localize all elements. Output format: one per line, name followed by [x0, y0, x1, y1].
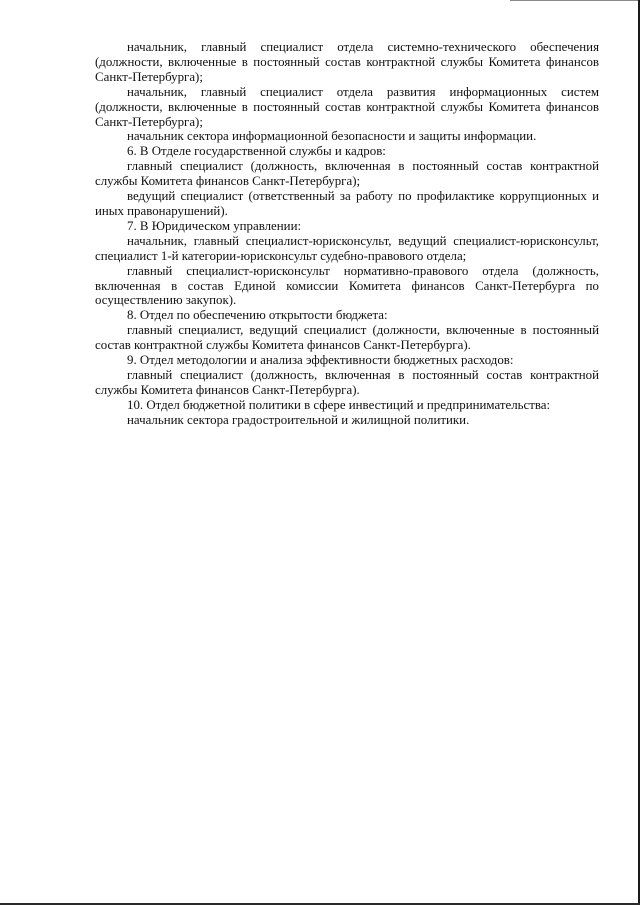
paragraph-infosec-head: начальник сектора информационной безопасности и защиты информации.	[127, 129, 537, 144]
paragraph-judicial-dept-staff: начальник, главный специалист-юрисконсульт, ведущий специалист-юрисконсульт, специалист 1-й категории-юрисконсульт судебно-правового отдела;	[95, 233, 599, 263]
paragraph-it-support-staff: начальник, главный специалист отдела системно-технического обеспечения (должности, включенные в постоянный состав контрактной службы Комитета финансов Санкт-Петербурга);	[95, 40, 599, 84]
scan-edge-top	[510, 0, 640, 1]
paragraph-budget-openness-staff: главный специалист, ведущий специалист (должности, включенные в постоянный состав контрактной службы Комитета финансов Санкт-Петербурга).	[95, 323, 599, 353]
paragraph-urban-policy-head: начальник сектора градостроительной и жилищной политики.	[127, 412, 470, 427]
section-heading-8: 8. Отдел по обеспечению открытости бюджета:	[127, 308, 388, 323]
paragraph-methodology-staff: главный специалист (должность, включенная в постоянный состав контрактной службы Комитета финансов Санкт-Петербурга).	[95, 367, 599, 397]
paragraph-hr-chief-specialist: главный специалист (должность, включенная в постоянный состав контрактной службы Комитета финансов Санкт-Петербурга);	[95, 159, 599, 189]
section-heading-7: 7. В Юридическом управлении:	[127, 218, 302, 233]
section-heading-10: 10. Отдел бюджетной политики в сфере инвестиций и предпринимательства:	[127, 397, 551, 412]
section-heading-9: 9. Отдел методологии и анализа эффективности бюджетных расходов:	[127, 353, 514, 368]
paragraph-hr-lead-specialist: ведущий специалист (ответственный за работу по профилактике коррупционных и иных правонарушений).	[95, 189, 599, 218]
paragraph-is-development-staff: начальник, главный специалист отдела развития информационных систем (должности, включенные в постоянный состав контрактной службы Комитета финансов Санкт-Петербурга);	[95, 84, 599, 129]
paragraph-normative-dept-staff: главный специалист-юрисконсульт нормативно-правового отдела (должность, включенная в состав Единой комиссии Комитета финансов Санкт-Петербурга по осуществлению закупок).	[95, 263, 599, 308]
document-body	[95, 40, 599, 428]
section-heading-6: 6. В Отделе государственной службы и кадров:	[127, 144, 386, 159]
